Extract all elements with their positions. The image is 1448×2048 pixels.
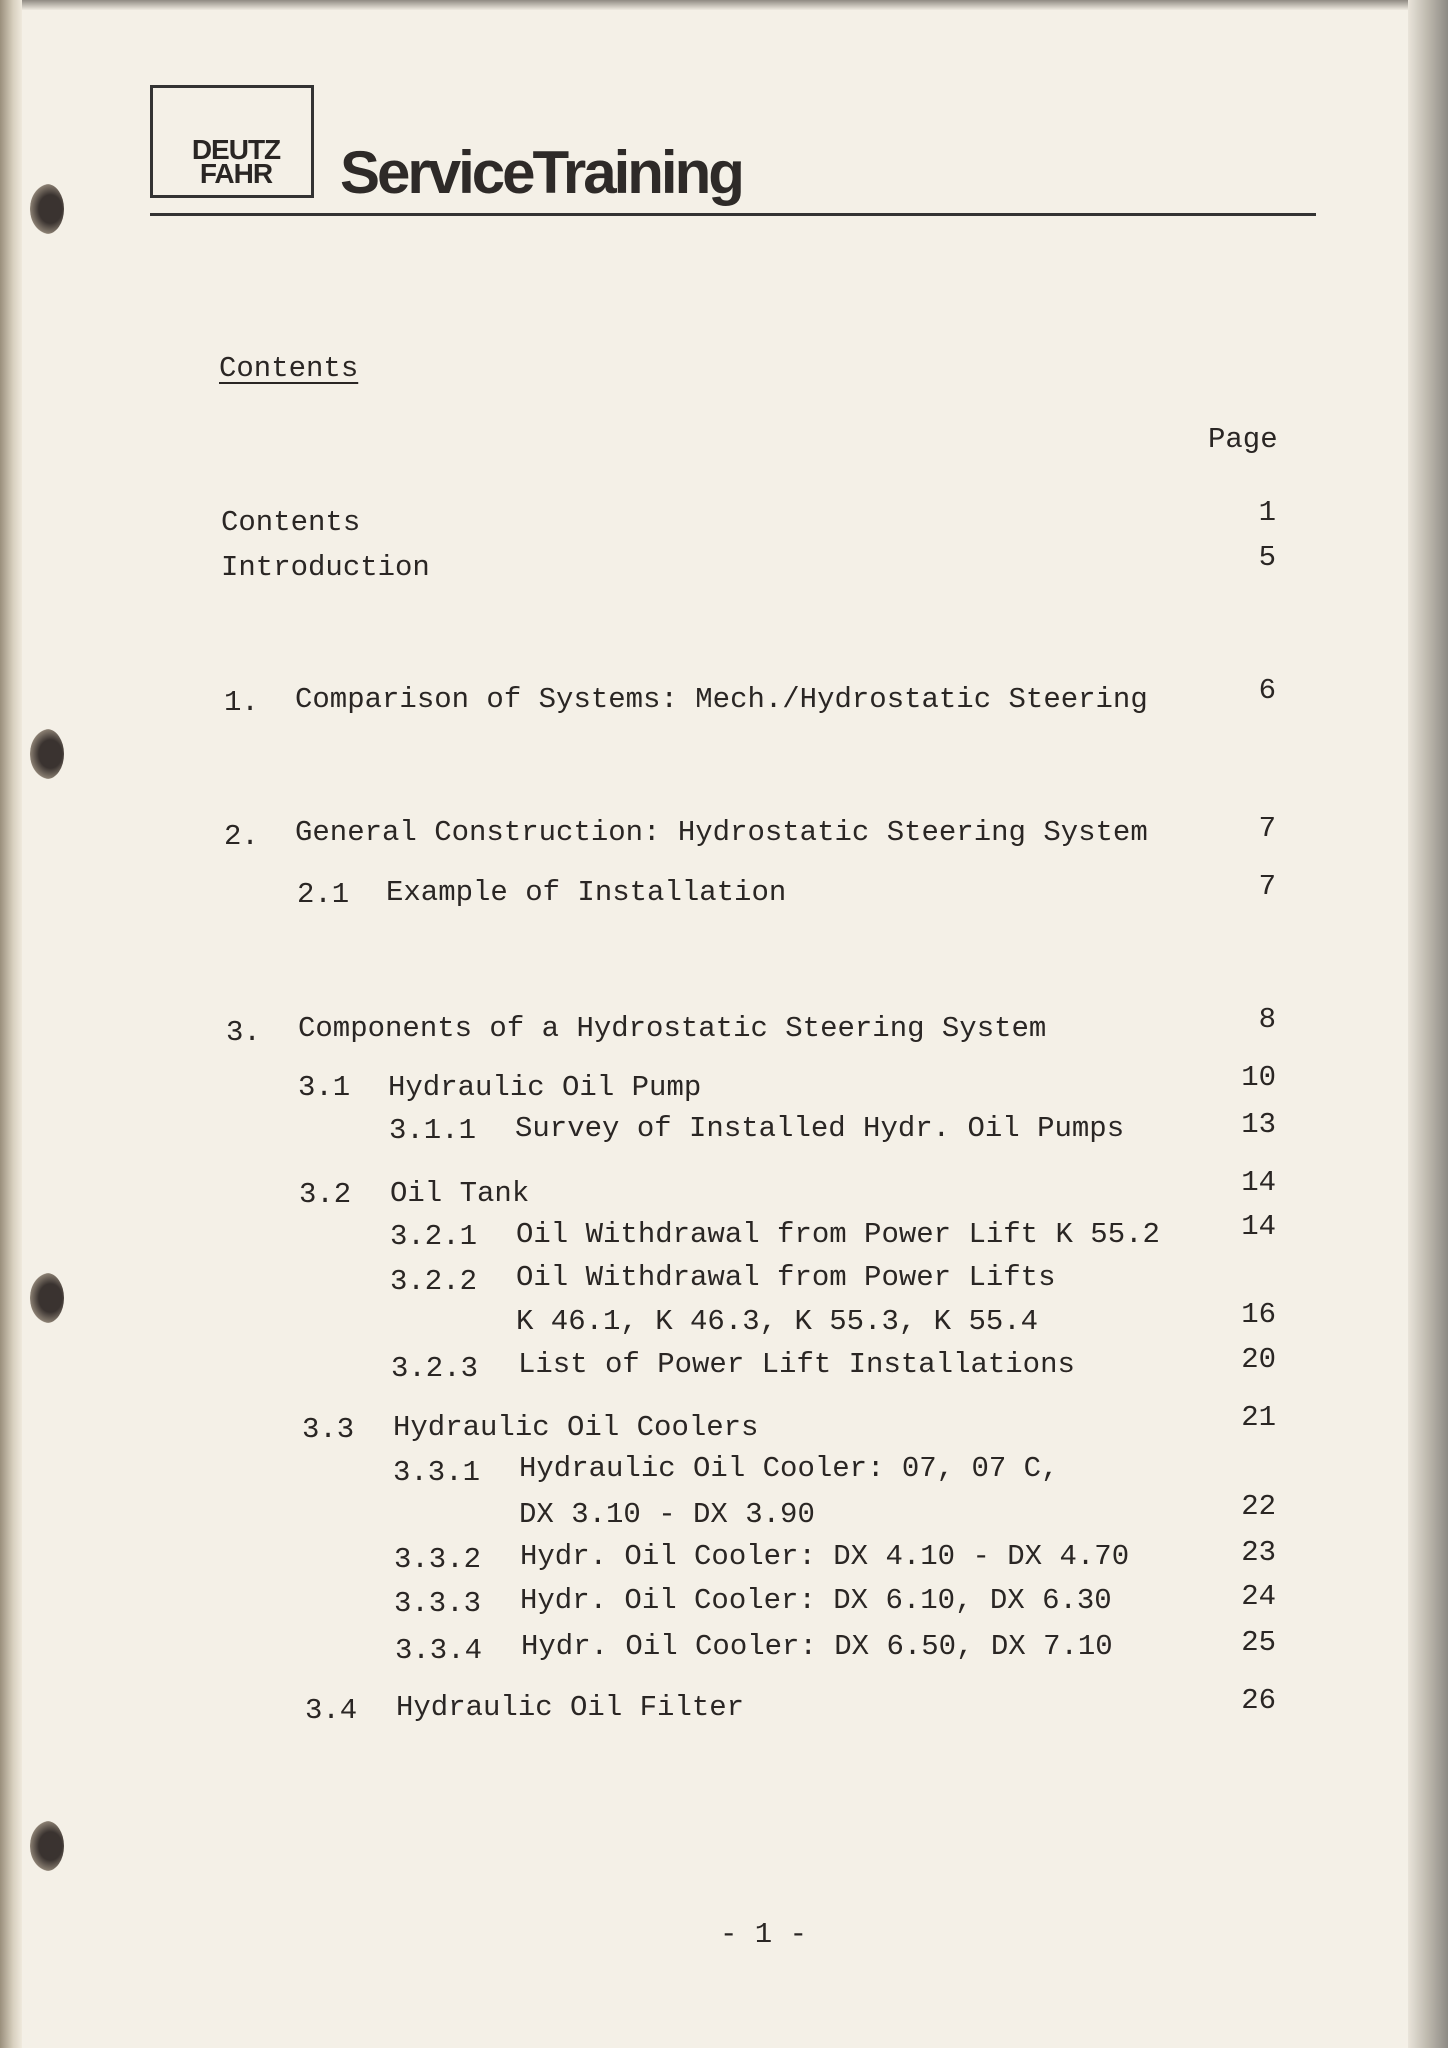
logo-line-2: FAHR xyxy=(199,158,273,189)
toc-number: 3.1 xyxy=(298,1071,351,1104)
toc-page: 26 xyxy=(1241,1684,1276,1717)
toc-title: Hydraulic Oil Coolers xyxy=(393,1411,759,1444)
toc-number: 3.2.2 xyxy=(390,1265,478,1298)
toc-title: Introduction xyxy=(221,551,430,584)
toc-number: 3.2.3 xyxy=(391,1352,479,1385)
toc-title: Components of a Hydrostatic Steering System xyxy=(298,1012,1047,1045)
logo-line-1: DEUTZ xyxy=(191,134,281,165)
toc-page: 16 xyxy=(1241,1298,1276,1331)
toc-page: 13 xyxy=(1241,1108,1276,1141)
toc-page: 7 xyxy=(1258,870,1276,903)
toc-title: Oil Tank xyxy=(390,1177,530,1210)
binder-hole xyxy=(30,729,64,779)
service-training-title: ServiceTraining xyxy=(340,139,742,206)
toc-title: Survey of Installed Hydr. Oil Pumps xyxy=(515,1112,1125,1145)
toc-page: 14 xyxy=(1241,1166,1276,1199)
toc-title: Hydr. Oil Cooler: DX 6.10, DX 6.30 xyxy=(520,1584,1112,1617)
page-top-edge xyxy=(0,0,1448,10)
toc-number: 3.3.4 xyxy=(395,1634,483,1667)
toc-page: 22 xyxy=(1241,1490,1276,1523)
toc-page: 10 xyxy=(1241,1061,1276,1094)
toc-page: 25 xyxy=(1241,1626,1276,1659)
toc-number: 3.3 xyxy=(302,1413,355,1446)
binder-hole xyxy=(30,184,64,234)
toc-title: Oil Withdrawal from Power Lift K 55.2 xyxy=(516,1218,1160,1251)
toc-title: General Construction: Hydrostatic Steering System xyxy=(295,816,1148,849)
toc-title: Hydraulic Oil Pump xyxy=(388,1071,702,1104)
toc-title: Hydr. Oil Cooler: DX 6.50, DX 7.10 xyxy=(521,1630,1113,1663)
toc-title: Oil Withdrawal from Power Lifts xyxy=(516,1261,1056,1294)
toc-page: 8 xyxy=(1258,1003,1276,1036)
toc-number: 3.2.1 xyxy=(390,1220,478,1253)
toc-title: Comparison of Systems: Mech./Hydrostatic Steering xyxy=(295,683,1148,716)
toc-page: 1 xyxy=(1258,496,1276,529)
toc-title: Hydr. Oil Cooler: DX 4.10 - DX 4.70 xyxy=(520,1540,1130,1573)
toc-page: 6 xyxy=(1258,674,1276,707)
toc-number: 3.3.1 xyxy=(393,1456,481,1489)
binder-hole xyxy=(30,1273,64,1323)
page-column-label: Page xyxy=(1208,423,1278,456)
page-number-footer: - 1 - xyxy=(720,1918,808,1951)
toc-title: Example of Installation xyxy=(386,876,787,909)
binder-hole xyxy=(30,1821,64,1871)
toc-page: 7 xyxy=(1258,812,1276,845)
toc-page: 5 xyxy=(1258,541,1276,574)
toc-number: 3.4 xyxy=(305,1694,358,1727)
toc-title-continued: DX 3.10 - DX 3.90 xyxy=(519,1498,815,1531)
page-binding-edge xyxy=(0,0,22,2048)
toc-number: 2.1 xyxy=(297,878,350,911)
toc-title: List of Power Lift Installations xyxy=(518,1348,1075,1381)
toc-number: 2. xyxy=(224,820,259,853)
toc-page: 20 xyxy=(1241,1343,1276,1376)
toc-number: 3.3.2 xyxy=(394,1543,482,1576)
toc-title: Hydraulic Oil Cooler: 07, 07 C, xyxy=(519,1452,1059,1485)
header-rule xyxy=(150,213,1316,216)
toc-page: 24 xyxy=(1241,1580,1276,1613)
toc-number: 1. xyxy=(224,686,259,719)
contents-heading: Contents xyxy=(219,352,359,385)
toc-number: 3.1.1 xyxy=(389,1114,477,1147)
toc-page: 23 xyxy=(1241,1536,1276,1569)
toc-page: 14 xyxy=(1241,1210,1276,1243)
deutz-fahr-logo xyxy=(150,85,314,198)
toc-title-continued: K 46.1, K 46.3, K 55.3, K 55.4 xyxy=(516,1305,1039,1338)
toc-title: Contents xyxy=(221,506,361,539)
toc-number: 3.2 xyxy=(299,1178,352,1211)
toc-page: 21 xyxy=(1241,1401,1276,1434)
toc-number: 3.3.3 xyxy=(394,1587,482,1620)
page-right-edge xyxy=(1408,0,1448,2048)
toc-number: 3. xyxy=(226,1016,261,1049)
toc-title: Hydraulic Oil Filter xyxy=(396,1691,745,1724)
